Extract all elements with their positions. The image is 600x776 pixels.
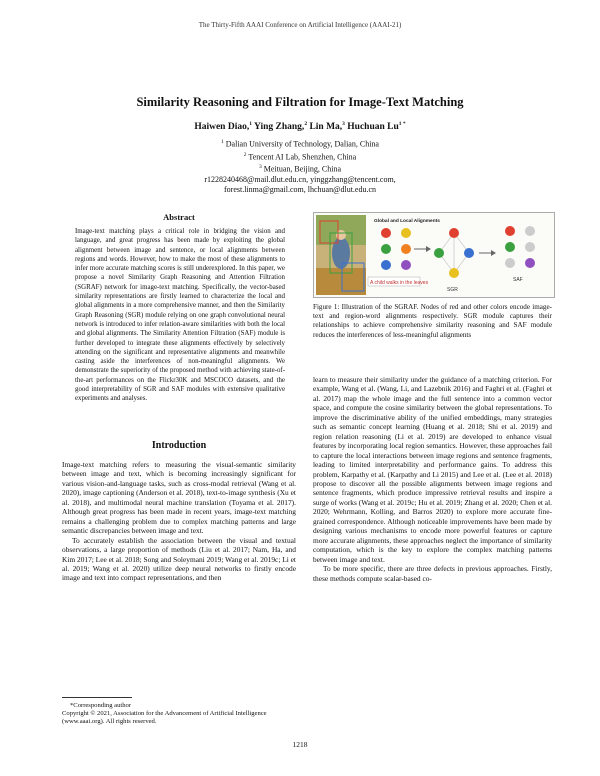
author-list bbox=[0, 121, 600, 132]
affiliation-line: $^1$ Dalian University of Technology, Dalian, China bbox=[221, 139, 379, 149]
email-line: r1228240468@mail.dlut.edu.cn, yinggzhang@tencent.com, bbox=[204, 174, 396, 184]
paragraph: To be more specific, there are three defects in previous approaches. Firstly, these methods compute scalar-based co- bbox=[313, 564, 552, 583]
alignment-nodes bbox=[381, 228, 411, 270]
email-line: forest.linma@gmail.com, lhchuan@dlut.edu.cn bbox=[223, 184, 377, 194]
figure-illustration bbox=[314, 213, 554, 297]
affiliation-line: $^2$ Tencent AI Lab, Shenzhen, China bbox=[243, 151, 357, 162]
svg-text:SAF: SAF bbox=[513, 277, 523, 283]
paragraph: To accurately establish the association between the visual and textual observations, a large proportion of methods (Liu et al. 2017; Nam, Ha, and Kim 2017; Lee et al. 2018; Song and Soleymani 2019; Wang et al. 2019c; Li et al. 2019; Wang et al. 2020) utilize deep neural networks to firstly encode image and text into compact representations, and then bbox=[62, 535, 296, 583]
svg-text:SGR: SGR bbox=[447, 287, 458, 293]
paragraph: learn to measure their similarity under the guidance of a matching criterion. For example, Wang et al. (Wang, Li, and Lazebnik 2016) and Faghri et al. (Faghri et al. 2017) map the whole image and the full sentence into a common vector space, and compute the cosine similarity between the global representations. To improve the discriminative ability of the unified embeddings, many strategies such as semantic concept learning (Huang et al. 2018; Shi et al. 2019) and region relation reasoning (Li et al. 2019) are developed to enhance visual features by incorporating local region semantics. However, these approaches fail to capture the local interactions between image regions and sentence fragments, leading to limited interpretability and performance gains. To address this problem, Karpathy et al. (Karpathy and Li 2015) and Lee et al. (Lee et al. 2018) propose to discover all the possible alignments between image regions and sentence fragments, which produce impressive retrieval results and inspire a surge of works (Wang et al. 2019c; Hu et al. 2019; Zhang et al. 2020; Chen et al. 2020; Wehrmann, Kolling, and Barros 2020) to explore more accurate fine-grained correspondence. Although noticeable improvements have been made by designing various mechanisms to encode more powerful features or capture more accurate alignments, these approaches neglect the importance of similarity computation, which is the key to explore the complex matching patterns between image and text. bbox=[313, 375, 552, 564]
footnote-rule bbox=[62, 697, 132, 698]
sgr-graph bbox=[434, 228, 474, 293]
affiliations bbox=[0, 137, 600, 195]
figure-caption-text: Figure 1: Illustration of the SGRAF. Nodes of red and other colors encode image-text and region-word alignments respectively. SGR module captures their relationships to achieve comprehensive similarity reasoning and SAF module reduces the interferences of less-meaningful alignments bbox=[313, 303, 552, 339]
paper-title: Similarity Reasoning and Filtration for Image-Text Matching bbox=[136, 95, 464, 109]
author-name: Ying Zhang, bbox=[251, 122, 305, 133]
abstract-text: Image-text matching plays a critical role in bridging the vision and language, and great progress has been made by exploiting the global alignment between image and sentence, or local alignments between regions and words. However, how to make the most of these alignments to infer more accurate matching scores is still underexplored. In this paper, we propose a novel Similarity Graph Reasoning and Attention Filtration (SGRAF) network for image-text matching. Specifically, the vector-based similarity representations are firstly learned to characterize the local and global alignments in a more comprehensive manner, and then the Similarity Graph Reasoning (SGR) module relying on one graph convolutional neural network is introduced to infer relation-aware similarities with both the local and global alignments. The Similarity Attention Filtration (SAF) module is further developed to integrate these alignments effectively by selectively attending on the significant and representative alignments and meanwhile casting aside the interferences of non-meaningful alignments. We demonstrate the superiority of the proposed method with achieving state-of-the-art performances on the Flickr30K and MSCOCO datasets, and the good interpretability of SGR and SAF modules with extensive qualitative experiments and analyses. bbox=[75, 228, 285, 403]
abstract-body bbox=[75, 227, 285, 404]
introduction-heading: Introduction bbox=[151, 440, 207, 451]
page-number: 1218 bbox=[292, 740, 308, 749]
author-affil-mark: 1 bbox=[249, 121, 252, 127]
image-caption-text: A child walks in the leaves bbox=[370, 280, 429, 286]
figure-caption bbox=[313, 303, 552, 340]
left-column-body bbox=[62, 460, 296, 583]
conference-header: The Thirty-Fifth AAAI Conference on Artificial Intelligence (AAAI-21) bbox=[198, 21, 402, 29]
corresponding-author-note: *Corresponding author bbox=[70, 702, 131, 709]
author-name: Lin Ma, bbox=[307, 122, 343, 133]
author-affil-mark: 1 * bbox=[398, 121, 406, 127]
author-name: Huchuan Lu bbox=[344, 122, 399, 133]
paragraph: Image-text matching refers to measuring the visual-semantic similarity between image and text, which is becoming increasingly significant for various vision-and-language tasks, such as cross-modal retrieval (Wang et al. 2020), image captioning (Anderson et al. 2018), text-to-image synthesis (Xu et al. 2018), and multimodal neural machine translation (Toyama et al. 2017). Although great progress has been made in recent years, image-text matching remains a challenging problem due to complex matching patterns and large semantic discrepancies between image and text. bbox=[62, 460, 296, 536]
right-column-body bbox=[313, 375, 552, 583]
affiliation-line: $^3$ Meituan, Beijing, China bbox=[258, 164, 342, 174]
copyright-note: Copyright © 2021, Association for the Advancement of Artificial Intelligence (www.aaai.org). All rights reserved. bbox=[62, 710, 267, 726]
panel-label: Global and Local Alignments bbox=[374, 219, 440, 224]
figure-1 bbox=[313, 212, 555, 298]
abstract-heading: Abstract bbox=[163, 212, 195, 222]
footnote bbox=[62, 702, 296, 727]
author-affil-mark: 2 bbox=[304, 121, 308, 127]
author-affil-mark: 3 bbox=[342, 121, 345, 127]
author-name: Haiwen Diao, bbox=[194, 122, 250, 133]
saf-nodes bbox=[505, 226, 535, 283]
